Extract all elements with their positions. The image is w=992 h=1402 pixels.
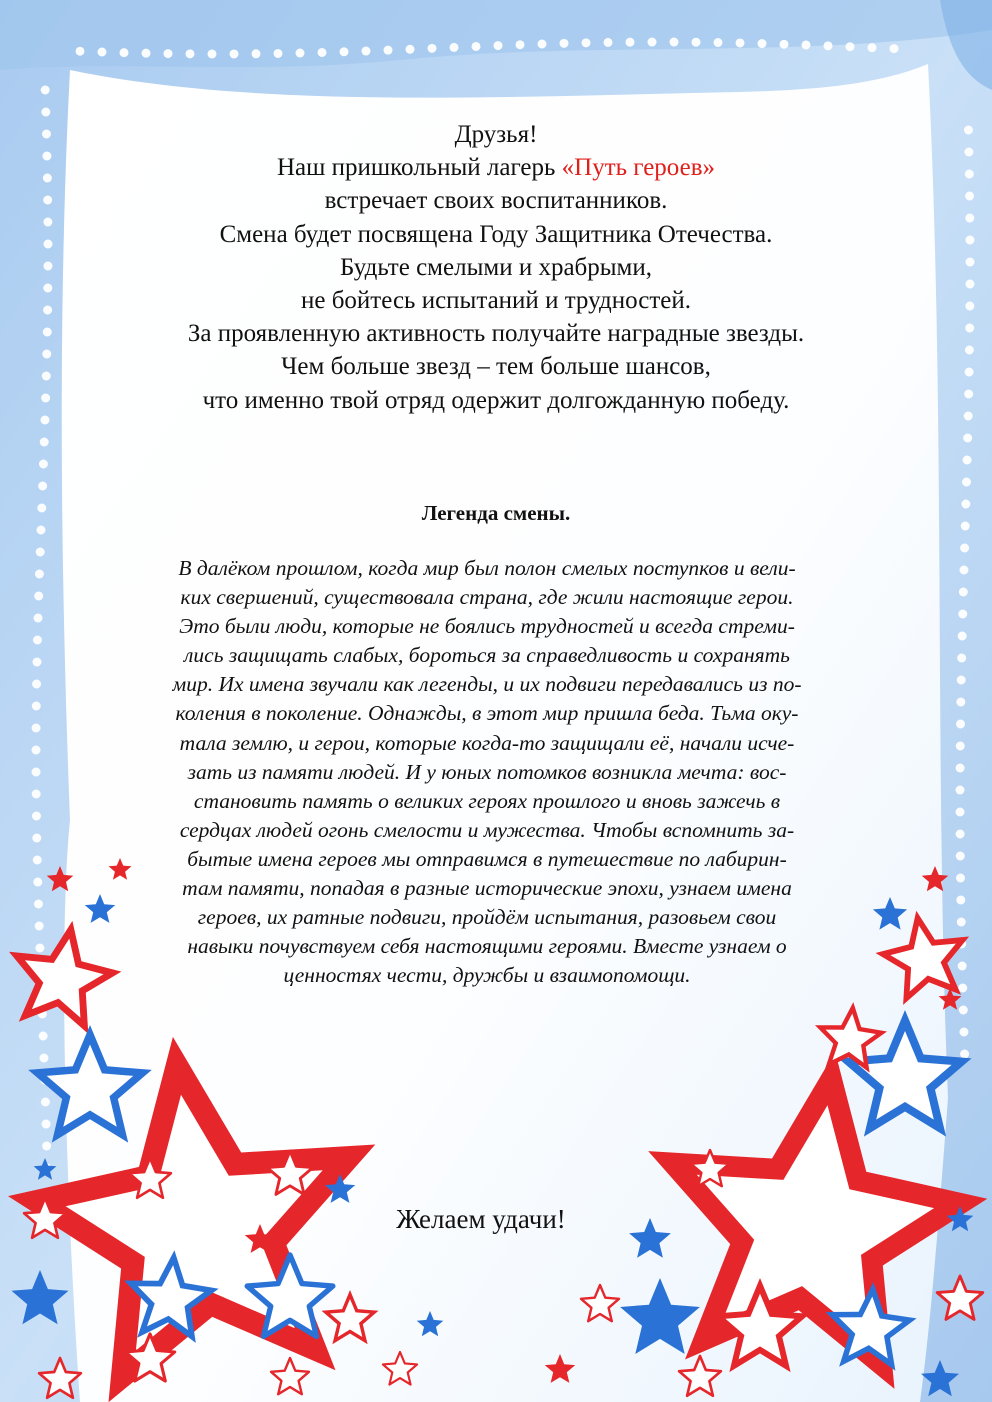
legend-title: Легенда смены.	[421, 501, 571, 525]
border-dot	[32, 790, 41, 799]
legend-line: навыки почувствуем себя настоящими героями. Вместе узнаем о	[187, 934, 787, 959]
border-dot	[98, 47, 107, 56]
border-dot	[956, 830, 965, 839]
border-dot	[626, 38, 635, 47]
border-dot	[957, 918, 966, 927]
legend-line: коления в поколение. Однажды, в этот мир пришла беда. Тьма оку-	[175, 701, 799, 726]
legend-line: мир. Их имена звучали как легенды, и их подвиги передавались из по-	[172, 672, 802, 697]
border-dot	[958, 610, 967, 619]
border-dot	[824, 41, 833, 50]
greeting-line: что именно твой отряд одержит долгожданную победу.	[202, 386, 790, 414]
border-dot	[780, 40, 789, 49]
border-dot	[958, 962, 967, 971]
border-dot	[230, 49, 239, 58]
border-dot	[76, 47, 85, 56]
border-dot	[38, 482, 47, 491]
border-dot	[164, 49, 173, 58]
border-dot	[560, 39, 569, 48]
border-dot	[736, 38, 745, 47]
legend-line: сердцах людей огонь смелости и мужества. Чтобы вспомнить за-	[179, 817, 795, 842]
border-dot	[36, 548, 45, 557]
border-dot	[958, 984, 967, 993]
border-dot	[428, 44, 437, 53]
border-dot	[340, 47, 349, 56]
border-dot	[35, 922, 44, 931]
border-dot	[450, 43, 459, 52]
border-dot	[32, 658, 41, 667]
border-dot	[494, 41, 503, 50]
legend-line: зать из памяти людей. И у юных потомков возникла мечта: вос-	[187, 759, 787, 784]
border-dot	[34, 900, 43, 909]
legend-line: лись защищать слабых, бороться за справедливость и сохранять	[184, 643, 790, 668]
border-dot	[42, 1142, 51, 1151]
border-dot	[41, 1098, 50, 1107]
border-dot	[33, 878, 42, 887]
border-dot	[34, 592, 43, 601]
border-dot	[36, 526, 45, 535]
border-dot	[252, 49, 261, 58]
border-dot	[956, 874, 965, 883]
border-dot	[318, 48, 327, 57]
border-dot	[35, 944, 44, 953]
greeting-line: Будьте смелыми и храбрыми,	[339, 253, 653, 281]
closing-wish: Желаем удачи!	[396, 1204, 566, 1234]
border-dot	[957, 676, 966, 685]
legend-line: бытые имена героев мы отправимся в путешествие по лабирин-	[187, 846, 787, 871]
border-dot	[956, 764, 965, 773]
legend-line: героев, их ратные подвиги, пройдём испытания, разовьем свои	[197, 905, 777, 930]
border-dot	[120, 48, 129, 57]
border-dot	[959, 1028, 968, 1037]
border-dot	[692, 38, 701, 47]
legend-line: ценностях чести, дружбы и взаимопомощи.	[283, 963, 691, 988]
greeting-line-prefix: Наш пришкольный лагерь	[277, 154, 562, 182]
border-dot	[32, 724, 41, 733]
border-dot	[959, 566, 968, 575]
border-dot	[32, 834, 41, 843]
border-dot	[142, 49, 151, 58]
border-dot	[890, 44, 899, 53]
border-dot	[472, 42, 481, 51]
border-dot	[670, 38, 679, 47]
border-dot	[959, 588, 968, 597]
border-dot	[33, 856, 42, 865]
greeting-line: Смена будет посвящена Году Защитника Отечества.	[219, 220, 773, 248]
border-dot	[960, 544, 969, 553]
greeting-line: Друзья!	[454, 121, 538, 148]
greeting-line: не бойтесь испытаний и трудностей.	[300, 287, 691, 315]
border-dot	[41, 108, 50, 117]
border-dot	[33, 636, 42, 645]
greeting-line: За проявленную активность получайте наградные звезды.	[187, 320, 805, 348]
border-dot	[41, 86, 50, 95]
border-dot	[208, 49, 217, 58]
border-dot	[406, 45, 415, 54]
border-dot	[40, 416, 49, 425]
border-dot	[32, 702, 41, 711]
border-dot	[956, 742, 965, 751]
border-dot	[956, 896, 965, 905]
legend-line: ких свершений, существовала страна, где жили настоящие герои.	[180, 585, 794, 610]
border-dot	[39, 460, 48, 469]
border-dot	[582, 38, 591, 47]
border-dot	[39, 1054, 48, 1063]
border-dot	[296, 49, 305, 58]
border-dot	[758, 39, 767, 48]
border-dot	[956, 808, 965, 817]
border-dot	[956, 698, 965, 707]
legend-line: В далёком прошлом, когда мир был полон смелых поступков и вели-	[178, 556, 796, 580]
border-dot	[957, 654, 966, 663]
border-dot	[959, 1006, 968, 1015]
border-dot	[714, 38, 723, 47]
border-dot	[274, 49, 283, 58]
border-dot	[962, 478, 971, 487]
border-dot	[960, 1050, 969, 1059]
border-dot	[604, 38, 613, 47]
border-dot	[39, 1032, 48, 1041]
border-dot	[956, 852, 965, 861]
legend-body	[92, 554, 882, 990]
border-dot	[958, 632, 967, 641]
border-dot	[362, 47, 371, 56]
border-dot	[35, 570, 44, 579]
greeting-line-camp	[0, 151, 992, 184]
border-dot	[846, 42, 855, 51]
border-dot	[384, 46, 393, 55]
border-dot	[516, 40, 525, 49]
border-dot	[963, 434, 972, 443]
legend-line: тала землю, и герои, которые когда-то защищали её, начали исче-	[179, 730, 795, 755]
greeting-line: Чем больше звезд – тем больше шансов,	[281, 353, 711, 381]
border-dot	[32, 768, 41, 777]
border-dot	[186, 49, 195, 58]
border-dot	[40, 438, 49, 447]
border-dot	[32, 680, 41, 689]
border-dot	[42, 1120, 51, 1129]
camp-name: «Путь героев»	[561, 154, 715, 182]
border-dot	[538, 39, 547, 48]
border-dot	[34, 614, 43, 623]
legend-line: Это были люди, которые не боялись трудностей и всегда стреми-	[179, 614, 795, 639]
border-dot	[956, 720, 965, 729]
greeting-line: встречает своих воспитанников.	[324, 187, 668, 215]
border-dot	[802, 40, 811, 49]
border-dot	[32, 746, 41, 755]
border-dot	[868, 43, 877, 52]
border-dot	[963, 456, 972, 465]
legend-line: там памяти, попадая в разные исторические эпохи, узнаем имена	[182, 876, 792, 901]
border-dot	[956, 786, 965, 795]
greeting-block	[0, 118, 992, 417]
border-dot	[32, 812, 41, 821]
legend-line: становить память о великих героях прошлого и вновь зажечь в	[193, 788, 781, 813]
border-dot	[648, 38, 657, 47]
